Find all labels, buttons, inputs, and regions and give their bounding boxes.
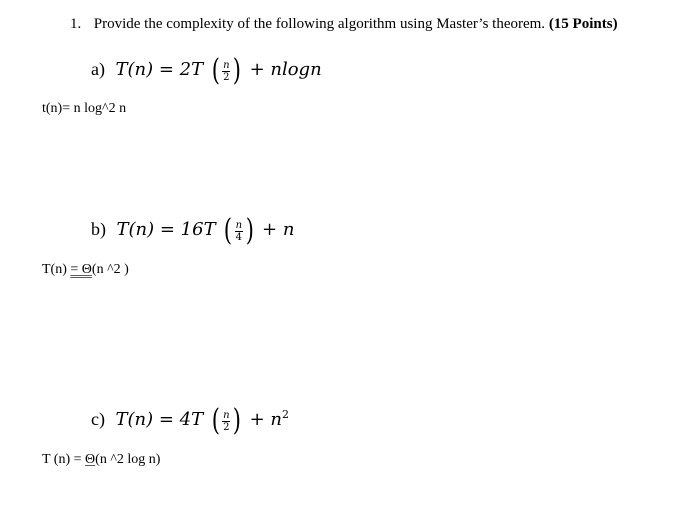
- equation-b-numerator: n: [235, 219, 243, 231]
- answer-b-marked: = Θ: [70, 262, 92, 277]
- equation-b-lhs: T(n) = 16T: [116, 219, 216, 241]
- equation-c-denominator: 2: [223, 421, 230, 433]
- part-label-b: b): [91, 219, 106, 240]
- equation-c-exponent: 2: [281, 408, 289, 422]
- equation-c-fraction: ( $\frac{n}{2}$ ): [211, 403, 242, 438]
- part-label-a: a): [91, 59, 105, 80]
- answer-c: [42, 452, 160, 468]
- answer-c-suffix: (n ^2 log n): [95, 452, 161, 467]
- equation-a-rhs: + nlogn: [249, 59, 322, 81]
- equation-b-denominator: 4: [235, 231, 242, 243]
- answer-a: t(n)= n log^2 n: [42, 101, 127, 116]
- part-label-c: c): [91, 409, 105, 430]
- answer-c-prefix: T (n) =: [42, 452, 86, 467]
- equation-b-fraction: ( $\frac{n}{4}$ ): [223, 213, 254, 248]
- equation-c-lhs: T(n) = 4T: [115, 409, 204, 431]
- answer-c-marked: Θ: [85, 452, 96, 467]
- answer-b: [42, 262, 129, 278]
- equation-a-lhs: T(n) = 2T: [115, 59, 204, 81]
- equation-a: [91, 53, 322, 88]
- equation-c-numerator: n: [223, 409, 230, 421]
- answer-b-suffix: (n ^2 ): [91, 262, 129, 277]
- question-points: (15 Points): [548, 16, 618, 32]
- question-title: [70, 16, 618, 33]
- equation-a-denominator: 2: [223, 71, 230, 83]
- equation-a-fraction: ( $\frac{n}{2}$ ): [211, 53, 242, 88]
- question-text: Provide the complexity of the following algorithm using Master’s theorem.: [93, 16, 546, 32]
- equation-c-rhs: + n: [249, 409, 282, 431]
- equation-b: [91, 213, 295, 248]
- question-number: 1.: [70, 16, 82, 32]
- equation-b-rhs: + n: [262, 219, 295, 241]
- equation-a-numerator: n: [223, 59, 230, 71]
- equation-c: [91, 403, 289, 438]
- answer-b-prefix: T(n): [42, 262, 71, 277]
